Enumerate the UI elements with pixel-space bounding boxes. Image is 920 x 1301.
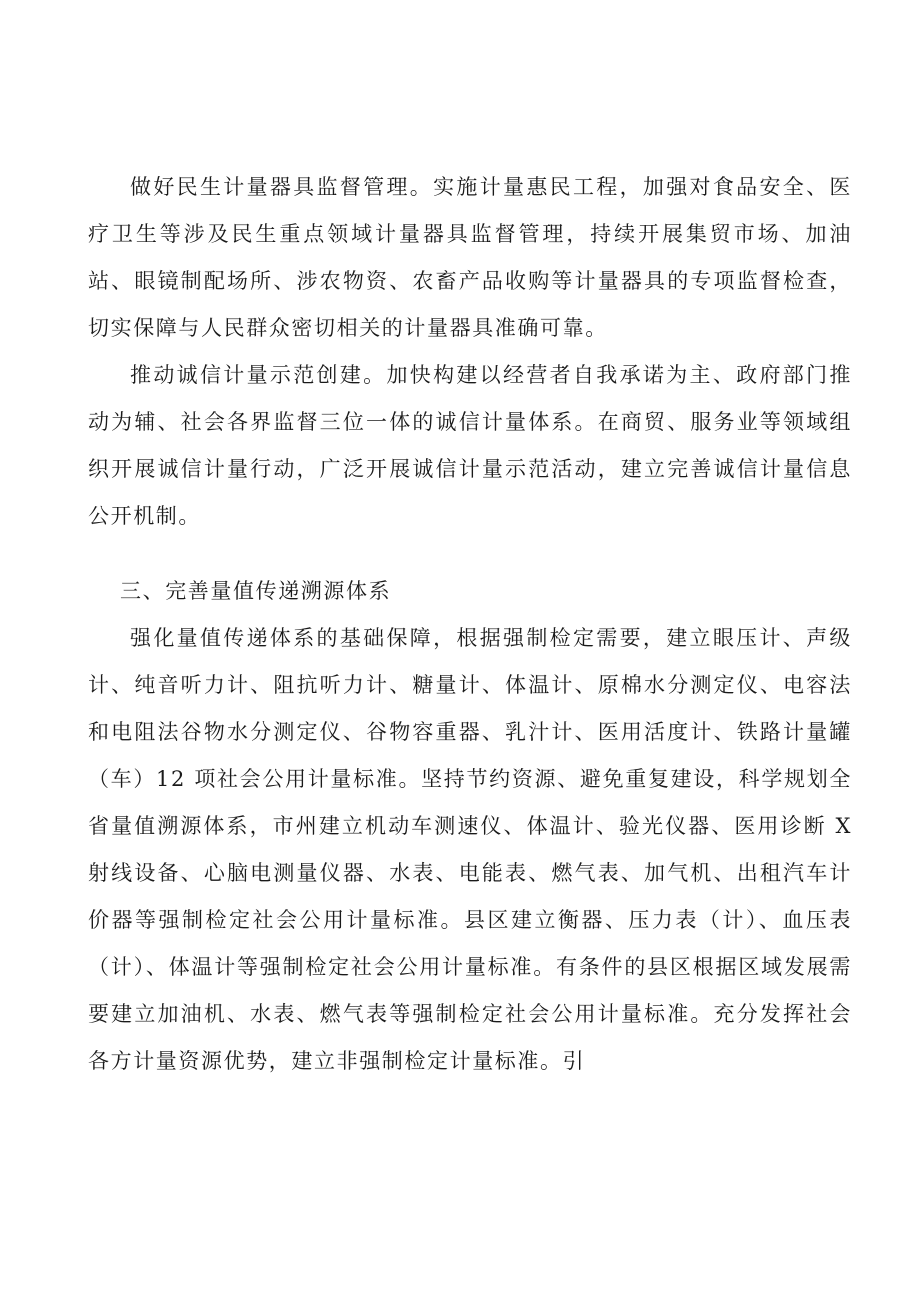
section-spacer — [88, 540, 852, 568]
paragraph-integrity-measurement: 推动诚信计量示范创建。加快构建以经营者自我承诺为主、政府部门推动为辅、社会各界监督三位一体的诚信计量体系。在商贸、服务业等领域组织开展诚信计量行动，广泛开展诚信计量示范活动，建立完善诚信计量信息公开机制。 — [88, 363, 852, 528]
section-heading: 三、完善量值传递溯源体系 — [120, 579, 392, 603]
document-body — [88, 164, 852, 1085]
paragraph-livelihood-measurement: 做好民生计量器具监督管理。实施计量惠民工程，加强对食品安全、医疗卫生等涉及民生重点领域计量器具监督管理，持续开展集贸市场、加油站、眼镜制配场所、涉农物资、农畜产品收购等计量器具的专项监督检查，切实保障与人民群众密切相关的计量器具准确可靠。 — [88, 175, 852, 340]
paragraph-traceability-system: 强化量值传递体系的基础保障，根据强制检定需要，建立眼压计、声级计、纯音听力计、阻抗听力计、糖量计、体温计、原棉水分测定仪、电容法和电阻法谷物水分测定仪、谷物容重器、乳汁计、医用活度计、铁路计量罐（车）12 项社会公用计量标准。坚持节约资源、避免重复建设，科学规划全省量值溯源体系，市州建立机动车测速仪、体温计、验光仪器、医用诊断 X 射线设备、心脑电测量仪器、水表、电能表、燃气表、加气机、出租汽车计价器等强制检定社会公用计量标准。县区建立衡器、压力表（计）、血压表（计）、体温计等强制检定社会公用计量标准。有条件的县区根据区域发展需要建立加油机、水表、燃气表等强制检定社会公用计量标准。充分发挥社会各方计量资源优势，建立非强制检定计量标准。引 — [88, 626, 852, 1073]
